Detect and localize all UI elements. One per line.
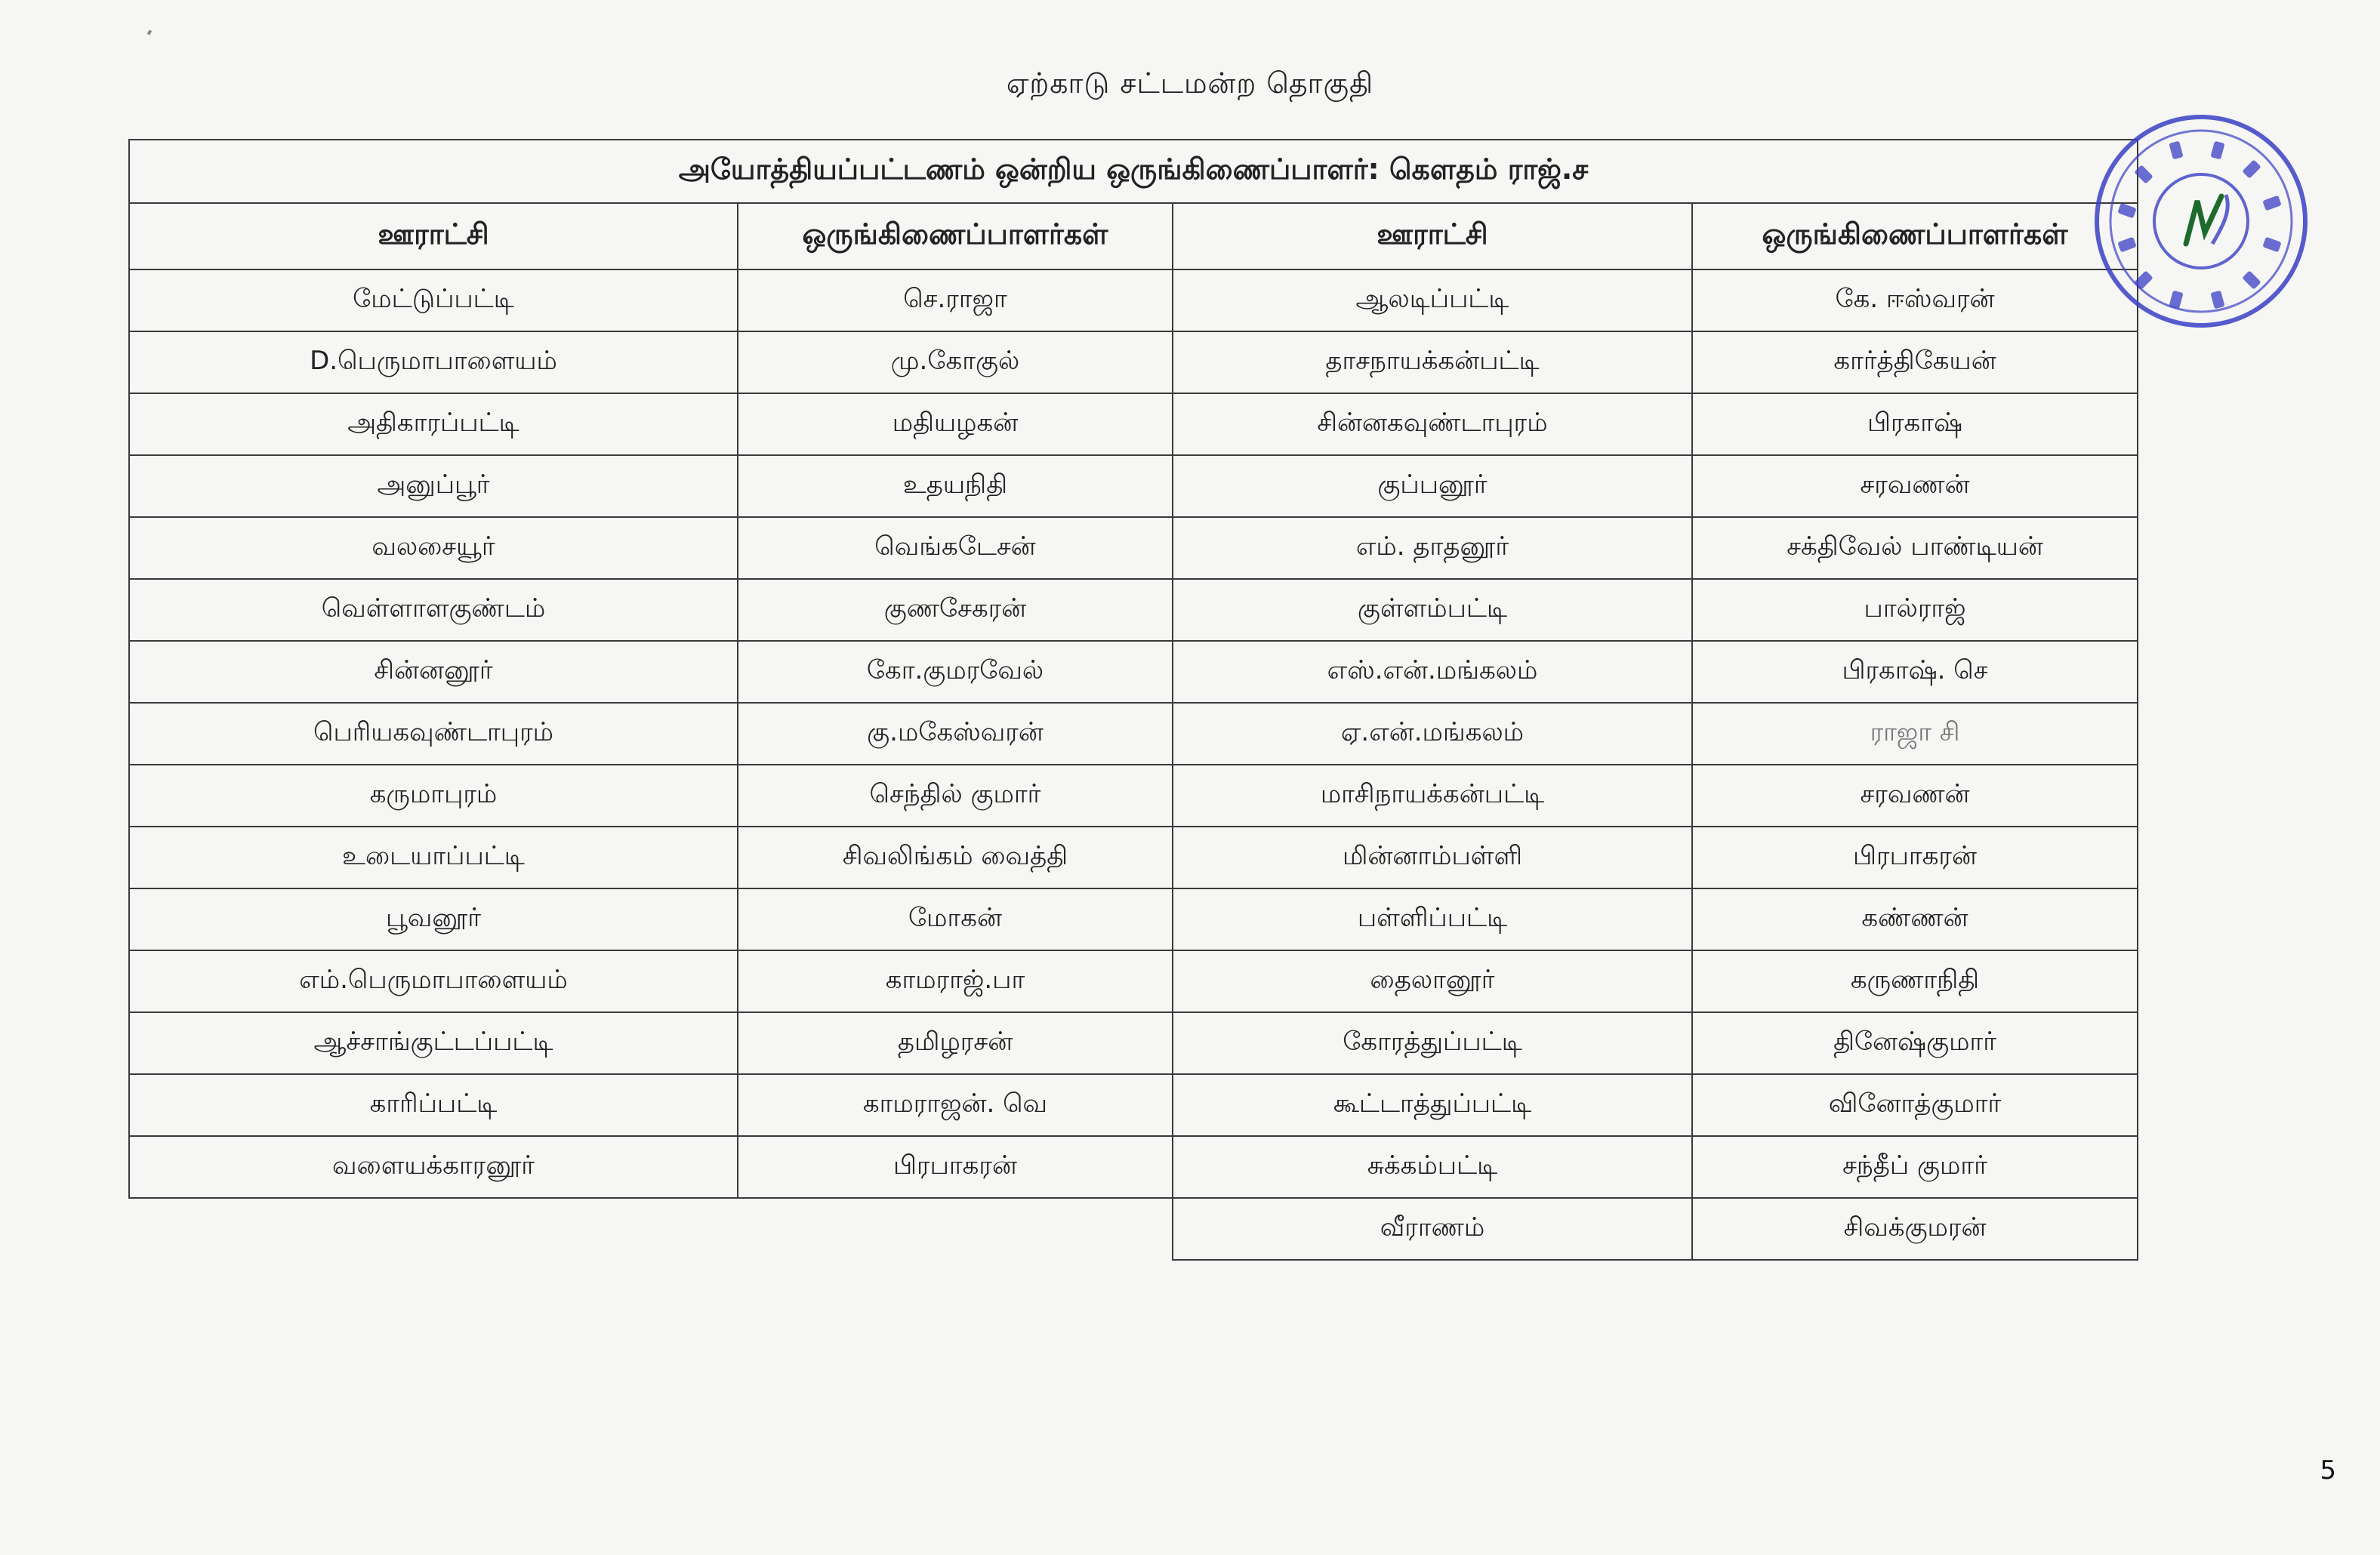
coordinator-left: கோ.குமரவேல் <box>738 641 1173 703</box>
panchayat-left: வெள்ளாளகுண்டம் <box>129 579 738 641</box>
coordinator-left: கு.மகேஸ்வரன் <box>738 703 1173 765</box>
table-row <box>129 393 2138 455</box>
coordinator-right: பிரபாகரன் <box>1692 827 2138 888</box>
coordinator-left: வெங்கடேசன் <box>738 517 1173 579</box>
table-row <box>129 1012 2138 1074</box>
coordinator-right: ராஜா சி <box>1692 703 2138 765</box>
panchayat-right: பள்ளிப்பட்டி <box>1173 888 1692 950</box>
table-header-row <box>129 203 2138 269</box>
panchayat-right: தாசநாயக்கன்பட்டி <box>1173 331 1692 393</box>
panchayat-right: ஏ.என்.மங்கலம் <box>1173 703 1692 765</box>
header-coordinators-2: ஒருங்கிணைப்பாளர்கள் <box>1692 203 2138 269</box>
table-row <box>129 1198 2138 1260</box>
coordinator-right: பிரகாஷ் <box>1692 393 2138 455</box>
coordinator-right: கண்ணன் <box>1692 888 2138 950</box>
table-row <box>129 1136 2138 1198</box>
union-coordinator-banner: அயோத்தியப்பட்டணம் ஒன்றிய ஒருங்கிணைப்பாளர்: கௌதம் ராஜ்.ச <box>129 140 2138 203</box>
coordinator-left: செ.ராஜா <box>738 269 1173 331</box>
table-row <box>129 765 2138 827</box>
table-row <box>129 703 2138 765</box>
panchayat-left: D.பெருமாபாளையம் <box>129 331 738 393</box>
coordinator-right: கே. ஈஸ்வரன் <box>1692 269 2138 331</box>
header-panchayat-1: ஊராட்சி <box>129 203 738 269</box>
coordinator-left: காமராஜ்.பா <box>738 950 1173 1012</box>
panchayat-left: உடையாப்பட்டி <box>129 827 738 888</box>
coordinator-left: தமிழரசன் <box>738 1012 1173 1074</box>
party-seal-icon <box>2092 112 2311 331</box>
table-row <box>129 455 2138 517</box>
panchayat-left: ஆச்சாங்குட்டப்பட்டி <box>129 1012 738 1074</box>
panchayat-right: சின்னகவுண்டாபுரம் <box>1173 393 1692 455</box>
coordinator-right: பால்ராஜ் <box>1692 579 2138 641</box>
panchayat-left: வளையக்காரனூர் <box>129 1136 738 1198</box>
table-row <box>129 269 2138 331</box>
panchayat-left: மேட்டுப்பட்டி <box>129 269 738 331</box>
coordinator-left: குணசேகரன் <box>738 579 1173 641</box>
panchayat-left: சின்னனூர் <box>129 641 738 703</box>
panchayat-right: கூட்டாத்துப்பட்டி <box>1173 1074 1692 1136</box>
panchayat-right: தைலானூர் <box>1173 950 1692 1012</box>
panchayat-left: அனுப்பூர் <box>129 455 738 517</box>
panchayat-right: எஸ்.என்.மங்கலம் <box>1173 641 1692 703</box>
coordinators-table <box>128 139 2138 1261</box>
header-panchayat-2: ஊராட்சி <box>1173 203 1692 269</box>
coordinator-left: செந்தில் குமார் <box>738 765 1173 827</box>
empty-cell <box>738 1198 1173 1260</box>
coordinator-right: வினோத்குமார் <box>1692 1074 2138 1136</box>
table-row <box>129 950 2138 1012</box>
coordinator-left: சிவலிங்கம் வைத்தி <box>738 827 1173 888</box>
panchayat-right: ஆலடிப்பட்டி <box>1173 269 1692 331</box>
coordinator-right: சிவக்குமரன் <box>1692 1198 2138 1260</box>
coordinator-left: பிரபாகரன் <box>738 1136 1173 1198</box>
panchayat-left: வலசையூர் <box>129 517 738 579</box>
coordinator-right: கருணாநிதி <box>1692 950 2138 1012</box>
coordinator-right: சந்தீப் குமார் <box>1692 1136 2138 1198</box>
table-row <box>129 331 2138 393</box>
scan-speck <box>147 29 152 35</box>
document-title: ஏற்காடு சட்டமன்ற தொகுதி <box>1006 66 1374 100</box>
panchayat-right: கோரத்துப்பட்டி <box>1173 1012 1692 1074</box>
panchayat-right: குப்பனூர் <box>1173 455 1692 517</box>
table-row <box>129 517 2138 579</box>
panchayat-left: எம்.பெருமாபாளையம் <box>129 950 738 1012</box>
coordinator-right: கார்த்திகேயன் <box>1692 331 2138 393</box>
coordinator-left: உதயநிதி <box>738 455 1173 517</box>
coordinator-left: மதியழகன் <box>738 393 1173 455</box>
panchayat-left: அதிகாரப்பட்டி <box>129 393 738 455</box>
panchayat-right: வீராணம் <box>1173 1198 1692 1260</box>
coordinator-right: சரவணன் <box>1692 455 2138 517</box>
panchayat-left: கருமாபுரம் <box>129 765 738 827</box>
panchayat-left: பூவனூர் <box>129 888 738 950</box>
empty-cell <box>129 1198 738 1260</box>
panchayat-right: எம். தாதனூர் <box>1173 517 1692 579</box>
coordinator-right: சரவணன் <box>1692 765 2138 827</box>
table-row <box>129 888 2138 950</box>
panchayat-left: காரிப்பட்டி <box>129 1074 738 1136</box>
coordinator-left: காமராஜன். வெ <box>738 1074 1173 1136</box>
panchayat-right: மின்னாம்பள்ளி <box>1173 827 1692 888</box>
table-row <box>129 1074 2138 1136</box>
page-number: 5 <box>2320 1455 2336 1486</box>
coordinator-right: பிரகாஷ். செ <box>1692 641 2138 703</box>
coordinator-left: மு.கோகுல் <box>738 331 1173 393</box>
coordinator-left: மோகன் <box>738 888 1173 950</box>
table-banner-row <box>129 140 2138 203</box>
panchayat-right: குள்ளம்பட்டி <box>1173 579 1692 641</box>
table-row <box>129 827 2138 888</box>
header-coordinators-1: ஒருங்கிணைப்பாளர்கள் <box>738 203 1173 269</box>
panchayat-right: மாசிநாயக்கன்பட்டி <box>1173 765 1692 827</box>
coordinator-right: தினேஷ்குமார் <box>1692 1012 2138 1074</box>
coordinator-right: சக்திவேல் பாண்டியன் <box>1692 517 2138 579</box>
panchayat-right: சுக்கம்பட்டி <box>1173 1136 1692 1198</box>
table-row <box>129 579 2138 641</box>
table-row <box>129 641 2138 703</box>
panchayat-left: பெரியகவுண்டாபுரம் <box>129 703 738 765</box>
